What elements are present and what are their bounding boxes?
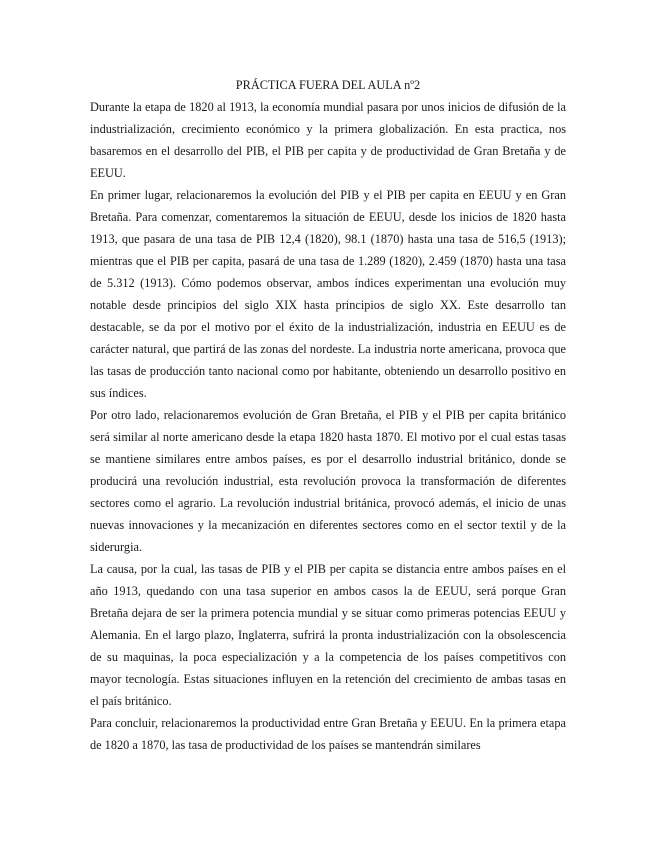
document-title: PRÁCTICA FUERA DEL AULA nº2: [235, 78, 421, 92]
paragraph-intro: Durante la etapa de 1820 al 1913, la economía mundial pasara por unos inicios de difusión de la industrialización, crecimiento económico y la primera globalización. En esta practica, nos basaremos en el desarrollo del PIB, el PIB per capita y de productividad de Gran Bretaña y de EEUU.: [90, 100, 566, 180]
paragraph-causa: La causa, por la cual, las tasas de PIB y el PIB per capita se distancia entre ambos países en el año 1913, quedando con una tasa superior en ambos casos la de EEUU, será porque Gran Bretaña dejara de ser la primera potencia mundial y se situar como primeras potencias EEUU y Alemania. En el largo plazo, Inglaterra, sufrirá la pronta industrialización con la obsolescencia de su maquinas, la poca especialización y a la competencia de los países competitivos con mayor tecnología. Estas situaciones influyen en la retención del crecimiento de ambas tasas en el país británico.: [90, 562, 566, 708]
paragraph-conclusion: Para concluir, relacionaremos la productividad entre Gran Bretaña y EEUU. En la primera etapa de 1820 a 1870, las tasa de productividad de los países se mantendrán similares: [90, 716, 566, 752]
paragraph-gran-bretana: Por otro lado, relacionaremos evolución de Gran Bretaña, el PIB y el PIB per capita británico será similar al norte americano desde la etapa 1820 hasta 1870. El motivo por el cual estas tasas se mantiene similares entre ambos países, es por el desarrollo industrial británico, donde se producirá una revolución industrial, esta revolución provoca la transformación de diferentes sectores como el agrario. La revolución industrial británica, provocó además, el inicio de unas nuevas innovaciones y la mecanización en diferentes sectores como en el sector textil y de la siderurgia.: [90, 408, 566, 554]
document-body: [90, 74, 566, 756]
paragraph-eeuu: En primer lugar, relacionaremos la evolución del PIB y el PIB per capita en EEUU y en Gran Bretaña. Para comenzar, comentaremos la situación de EEUU, desde los inicios de 1820 hasta 1913, que pasara de una tasa de PIB 12,4 (1820), 98.1 (1870) hasta una tasa de 516,5 (1913); mientras que el PIB per capita, pasará de una tasa de 1.289 (1820), 2.459 (1870) hasta una tasa de 5.312 (1913). Cómo podemos observar, ambos índices experimentan una evolución muy notable desde principios del siglo XIX hasta principios de siglo XX. Este desarrollo tan destacable, se da por el motivo por el éxito de la industrialización, industria en EEUU es de carácter natural, que partirá de las zonas del nordeste. La industria norte americana, provoca que las tasas de producción tanto nacional como por habitante, obteniendo un desarrollo positivo en sus índices.: [90, 188, 566, 400]
